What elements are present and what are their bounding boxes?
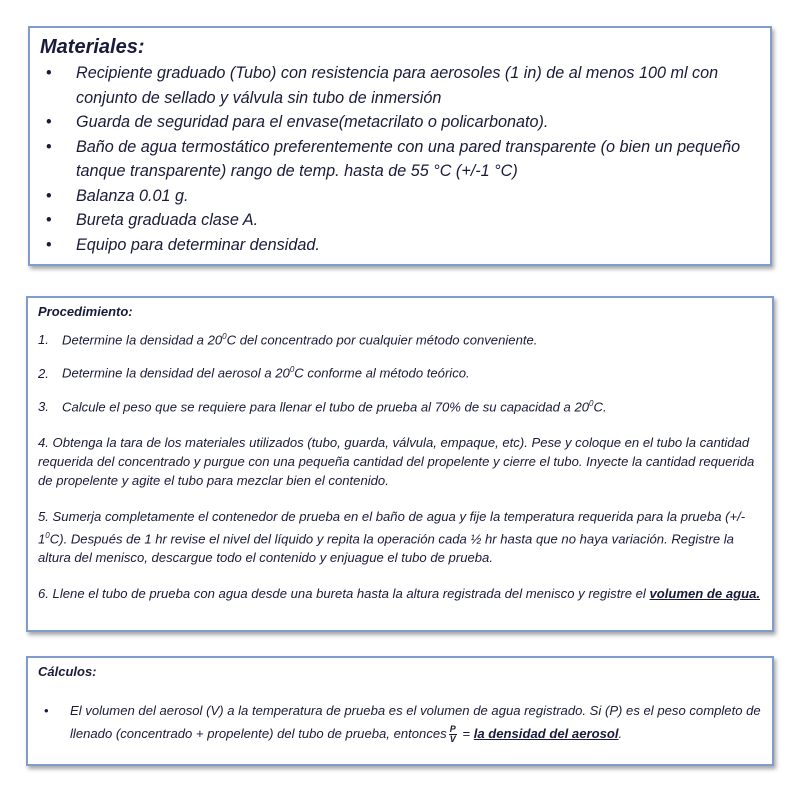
list-item: • Equipo para determinar densidad. — [40, 233, 760, 258]
bullet-icon: • — [46, 137, 52, 156]
bullet-icon: • — [44, 703, 49, 718]
volumen-agua-emphasis: volumen de agua. — [649, 586, 761, 602]
step-1: 1. Determine la densidad a $20^0C$ del concentrado por cualquier método conveniente. — [38, 332, 538, 348]
list-item: • Guarda de seguridad para el envase(metacrilato o policarbonato). — [40, 110, 760, 135]
step-2: 2. Determine la densidad del aerosol a $20^0C$ conforme al método teórico. — [38, 365, 470, 381]
step-4: 4. Obtenga la tara de los materiales utilizados (tubo, guarda, válvula, empaque, etc). Pese y coloque en el tubo la cantidad requerida del concentrado y purgue con una pequeña cantidad del propelente y cierre el tubo. Inyecte la cantidad requerida de propelente y agite el tubo para mezclar bien el contenido. — [38, 435, 755, 489]
list-item: • Recipiente graduado (Tubo) con resistencia para aerosoles (1 in) de al menos 100 ml con conjunto de sellado y válvula sin tubo de inmersión — [40, 61, 760, 110]
step-3: 3. Calcule el peso que se requiere para llenar el tubo de prueba al 70% de su capacidad a $20^0C$. — [38, 398, 607, 415]
procedimiento-title: Procedimiento: — [38, 304, 133, 319]
list-item: • Baño de agua termostático preferentemente con una pared transparente (o bien un pequeño tanque transparente) rango de temp. hasta de 55 °C (+/-1 °C) — [40, 135, 760, 184]
calculos-title: Cálculos: — [38, 664, 97, 679]
bullet-icon: • — [46, 211, 52, 229]
procedimiento-panel — [26, 296, 774, 632]
density-fraction: $\frac{P}{V}$ — [449, 724, 456, 745]
bullet-icon: • — [46, 64, 52, 82]
bullet-icon: • — [46, 113, 52, 131]
list-item: • Balanza 0.01 g. — [40, 184, 760, 209]
materiales-list — [40, 61, 760, 257]
step-5: 5. Sumerja completamente el contenedor de prueba en el baño de agua y fije la temperatura requerida para la prueba (+/- $1^0C$). Después de 1 hr revise el nivel del líquido y repita la operación cada ½ hr hasta que no haya variación. Registre la altura del menisco, descargue todo el contenido y enjuague el tubo de prueba. — [38, 509, 746, 566]
bullet-icon: • — [46, 186, 52, 205]
materiales-title: Materiales: — [40, 36, 145, 58]
bullet-icon: • — [46, 235, 52, 254]
list-item: • El volumen del aerosol (V) a la temperatura de prueba es el volumen de agua registrado. Si (P) es el peso completo de llenado (concentrado + propelente) del tubo de prueba, entonces $\frac{P}{V}$ = la densidad del aerosol. — [38, 699, 762, 745]
calculos-panel — [26, 656, 774, 766]
materiales-panel — [28, 26, 772, 266]
step-6: 6. Llene el tubo de prueba con agua desde una bureta hasta la altura registrada del menisco y registre el volumen de agua. — [38, 586, 761, 602]
procedimiento-steps — [38, 327, 762, 603]
list-item: • Bureta graduada clase A. — [40, 208, 760, 233]
density-result: la densidad del aerosol — [473, 726, 619, 741]
